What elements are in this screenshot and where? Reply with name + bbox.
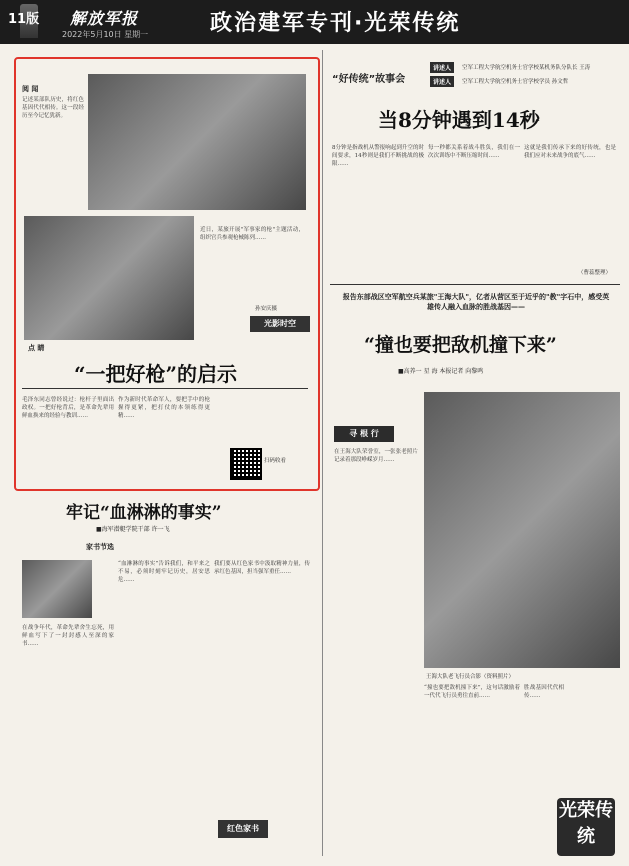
left-body-col2: 作为新时代革命军人，要把手中的枪握得更紧，把打仗的本领练得更精…… [118, 397, 210, 419]
exhibit-photo [24, 216, 194, 340]
letter-subhead: 家书节选 [86, 543, 114, 551]
pilots-caption: 王海大队老飞行员合影（资料照片） [426, 674, 515, 680]
right-body2-col2: “撞也要把敌机撞下来”，这句话激励着一代代飞行员勇往直前…… [424, 685, 520, 699]
paper-name: 解放军报 [70, 9, 139, 28]
point-label: 点 睛 [28, 344, 45, 352]
photo-credit: 孙安庆摄 [255, 306, 278, 312]
section-title: 政治建军专刊·光荣传统 [210, 11, 461, 36]
right-body-col1: 8分钟是指战机从警报响起到升空的时间要求，14秒则是我们不断挑战的极限…… [332, 145, 424, 167]
bottom-body-col2: “血淋淋的事实”告诉我们，和平来之不易，必须时刻牢记历史，居安思危…… [118, 561, 210, 583]
bottom-byline: ■海军潜艇学院干部 许一飞 [96, 526, 170, 533]
right-divider [330, 284, 620, 285]
right-kicker: 报告东部战区空军航空兵某旅"王海大队"，亿者从营区至于近乎的"教"字石中，感受英雄传人融入血脉的胜战基因—— [342, 293, 610, 311]
right-headline2: “撞也要把敌机撞下来” [364, 334, 557, 356]
letter-image [22, 560, 92, 618]
tag2-text: 空军工程大学航空机务士官学校学员 孙文哲 [462, 79, 569, 85]
bottom-headline: 牢记“血淋淋的事实” [66, 503, 222, 523]
right-body2-col1: 在王海大队荣誉室，一张张老照片记录着那段峥嵘岁月…… [334, 449, 418, 463]
column-divider [322, 50, 323, 856]
right-headline: 当8分钟遇到14秒 [378, 108, 540, 132]
historic-photo [88, 74, 306, 210]
qr-caption: 扫码收看 [264, 458, 287, 464]
column-name: “好传统”故事会 [332, 74, 406, 85]
right-body-col2: 每一秒都关系着战斗胜负，我们在一次次训练中不断压缩时间…… [428, 145, 520, 159]
banner-label: 光影时空 [250, 316, 310, 332]
right-body2-col3: 胜战基因代代相传…… [524, 685, 564, 699]
right-reporter: ■高养一 星 海 本报记者 向黎鸣 [398, 368, 484, 375]
date-line: 2022年5月10日 星期一 [62, 30, 149, 39]
left-intro-text: 记述某部队历史，将红色基因代代相传。这一段经历至今记忆犹新。 [22, 97, 84, 119]
edition-number: 11版 [8, 12, 40, 27]
tag1-text: 空军工程大学航空机务士官学校某机务队分队长 王涛 [462, 65, 591, 71]
bottom-body-col1: 在战争年代，革命先辈舍生忘死，用鲜血写下了一封封感人至深的家书…… [22, 625, 114, 647]
stamp: 光荣传统 [557, 798, 615, 856]
right-body-col3: 这就是我们传承下来的好传统，也是我们应对未来战争的底气…… [524, 145, 616, 159]
divider [22, 388, 308, 389]
qr-code[interactable] [230, 448, 262, 480]
tag1: 讲述人 [430, 62, 454, 73]
box-title: 寻 根 行 [334, 426, 394, 442]
masthead [0, 0, 629, 44]
left-body-col1: 毛泽东同志曾经说过：枪杆子里面出政权。一把好枪背后，是革命先辈用鲜血换来的经验与教训…… [22, 397, 114, 419]
right-byline: （曹蕊整理） [578, 270, 612, 276]
pilots-photo [424, 392, 620, 668]
tag2: 讲述人 [430, 76, 454, 87]
box-label: 红色家书 [218, 820, 268, 838]
left-headline: “一把好枪”的启示 [74, 362, 238, 386]
photo-caption: 近日，某旅开展"军事家的枪"主题活动，组织官兵参观枪械陈列…… [200, 227, 304, 241]
bottom-body-col3: 我们要从红色家书中汲取精神力量，传承红色基因，担当强军重任…… [214, 561, 310, 575]
left-kicker: 阅 闻 [22, 85, 39, 93]
